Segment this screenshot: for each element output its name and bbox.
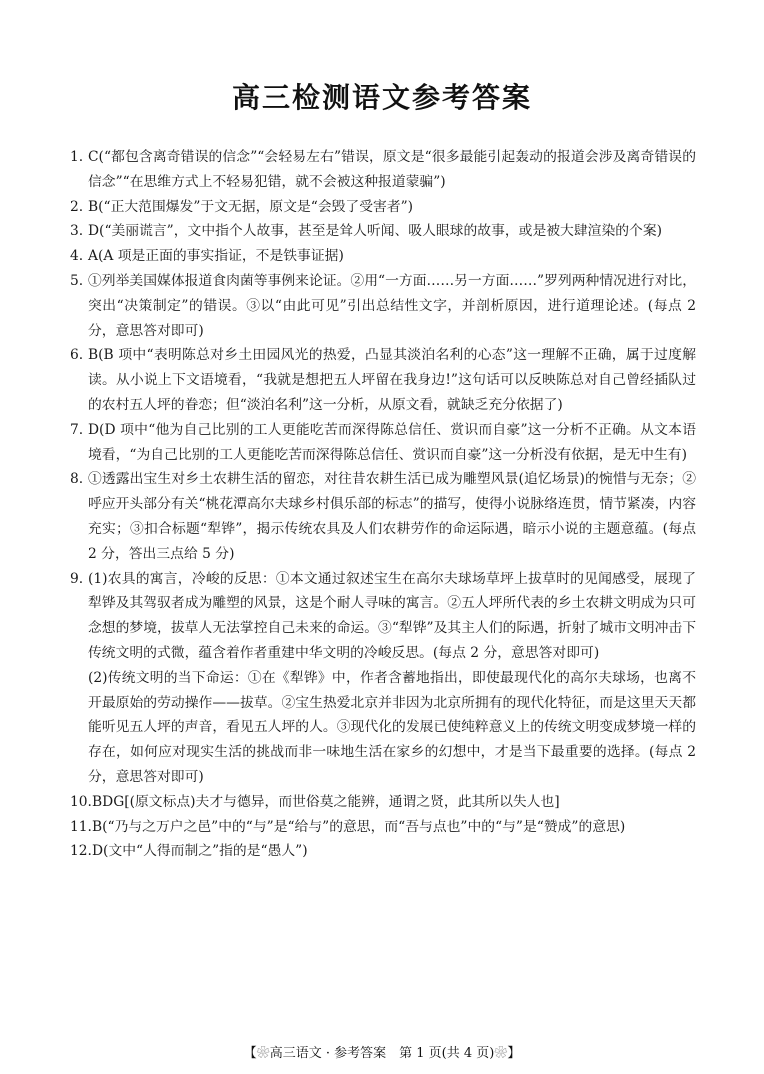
answer-item-4 (70, 244, 696, 269)
item-text: BDG[(原文标点)夫才与德异，而世俗莫之能辨，通谓之贤，此其所以失人也] (92, 793, 560, 810)
item-text: B(B 项中“表明陈总对乡土田园风光的热爱，凸显其淡泊名利的心态”这一理解不正确，属于过度解读。从小说上下文语境看，“我就是想把五人坪留在我身边!”这句话可以反映陈总对自己曾经插队过的农村五人坪的眷恋；但“淡泊名利”这一分析，从原文看，就缺乏充分依据了) (88, 347, 696, 413)
answer-item-7 (70, 418, 696, 468)
item-text: (1)农具的寓言，冷峻的反思：①本文通过叙述宝生在高尔夫球场草坪上拔草时的见闻感受，展现了犁铧及其驾驭者成为雕塑的风景，这是个耐人寻味的寓言。②五人坪所代表的乡土农耕文明成为只可念想的梦境，拔草人无法掌控自己未来的命运。③“犁铧”及其主人们的际遇，折射了城市文明冲击下传统文明的式微，蕴含着作者重建中华文明的冷峻反思。(每点 2 分，意思答对即可) (88, 570, 696, 661)
footer-left-bracket: 【 (243, 1046, 257, 1061)
item-number: 5. (70, 272, 84, 289)
item-text: ①列举美国媒体报道食肉菌等事例来论证。②用“一方面……另一方面……”罗列两种情况进行对比，突出“决策制定”的错误。③以“由此可见”引出总结性文字，并剖析原因，进行道理论述。(每点 2 分，意思答对即可) (88, 272, 696, 339)
item-number: 1. (70, 149, 84, 165)
item-text: D(D 项中“他为自己比别的工人更能吃苦而深得陈总信任、赏识而自豪”这一分析不正确。从文本语境看，“为自己比别的工人更能吃苦而深得陈总信任、赏识而自豪”这一分析没有依据，是无中生有) (88, 421, 696, 463)
answer-item-8 (70, 467, 696, 566)
answer-item-9 (70, 567, 696, 666)
answer-item-3 (70, 219, 696, 244)
footer-text: 高三语文 · 参考答案 第 1 页(共 4 页) (269, 1046, 495, 1061)
item-number: 11. (70, 818, 92, 835)
flower-icon: ❀ (256, 1046, 270, 1061)
answer-list (70, 145, 696, 864)
footer-right-bracket: 】 (507, 1046, 521, 1061)
item-number: 2. (70, 198, 84, 215)
item-text: B(“正大范围爆发”于文无据，原文是“会毁了受害者”) (88, 198, 414, 215)
item-number: 12. (70, 843, 92, 860)
answer-item-12 (70, 839, 696, 864)
item-text: A(A 项是正面的事实指证，不是铁事证据) (88, 248, 344, 265)
answer-item-1 (70, 145, 696, 195)
answer-item-6 (70, 343, 696, 417)
item-text: ①透露出宝生对乡土农耕生活的留恋，对往昔农耕生活已成为雕塑风景(追忆场景)的惋惜与无奈；②呼应开头部分有关“桃花潭高尔夫球乡村俱乐部的标志”的描写，使得小说脉络连贯，情节紧凑，内容充实；③扣合标题“犁铧”，揭示传统农具及人们农耕劳作的命运际遇，暗示小说的主题意蕴。(每点 2 分，答出三点给 5 分) (88, 471, 696, 562)
answer-item-2 (70, 195, 696, 220)
item-text: D(“美丽谎言”，文中指个人故事，甚至是耸人听闻、吸人眼球的故事，或是被大肆渲染的个案) (88, 223, 663, 240)
item-number: 4. (70, 248, 84, 265)
item-text: D(文中“人得而制之”指的是“愚人”) (92, 843, 308, 860)
item-number: 8. (70, 471, 84, 488)
answer-item-9-part-2: (2)传统文明的当下命运：①在《犁铧》中，作者含蓄地指出，即使最现代化的高尔夫球场，也离不开最原始的劳动操作——拔草。②宝生热爱北京并非因为北京所拥有的现代化特征，而是这里天天都能听见五人坪的声音，看见五人坪的人。③现代化的发展已使纯粹意义上的传统文明变成梦境一样的存在，如何应对现实生活的挑战而非一味地生活在家乡的幻想中，才是当下最重要的选择。(每点 2 分，意思答对即可) (88, 669, 696, 785)
answer-item-5 (70, 269, 696, 343)
page-title: 高三检测语文参考答案 (231, 81, 532, 114)
answer-item-10 (70, 790, 696, 815)
item-number: 7. (70, 421, 84, 438)
item-number: 3. (70, 223, 84, 240)
item-text: B(“乃与之万户之邑”中的“与”是“给与”的意思，而“吾与点也”中的“与”是“赞成”的意思) (92, 818, 626, 835)
flower-icon: ❀ (494, 1046, 508, 1061)
item-text: C(“都包含离奇错误的信念”“会轻易左右”错误，原文是“很多最能引起轰动的报道会涉及离奇错误的信念”“在思维方式上不轻易犯错，就不会被这种报道蒙骗”) (88, 149, 696, 190)
item-number: 9. (70, 570, 84, 587)
answer-item-11 (70, 815, 696, 840)
item-number: 10. (70, 793, 92, 810)
item-number: 6. (70, 347, 84, 364)
page-footer (0, 1042, 764, 1061)
